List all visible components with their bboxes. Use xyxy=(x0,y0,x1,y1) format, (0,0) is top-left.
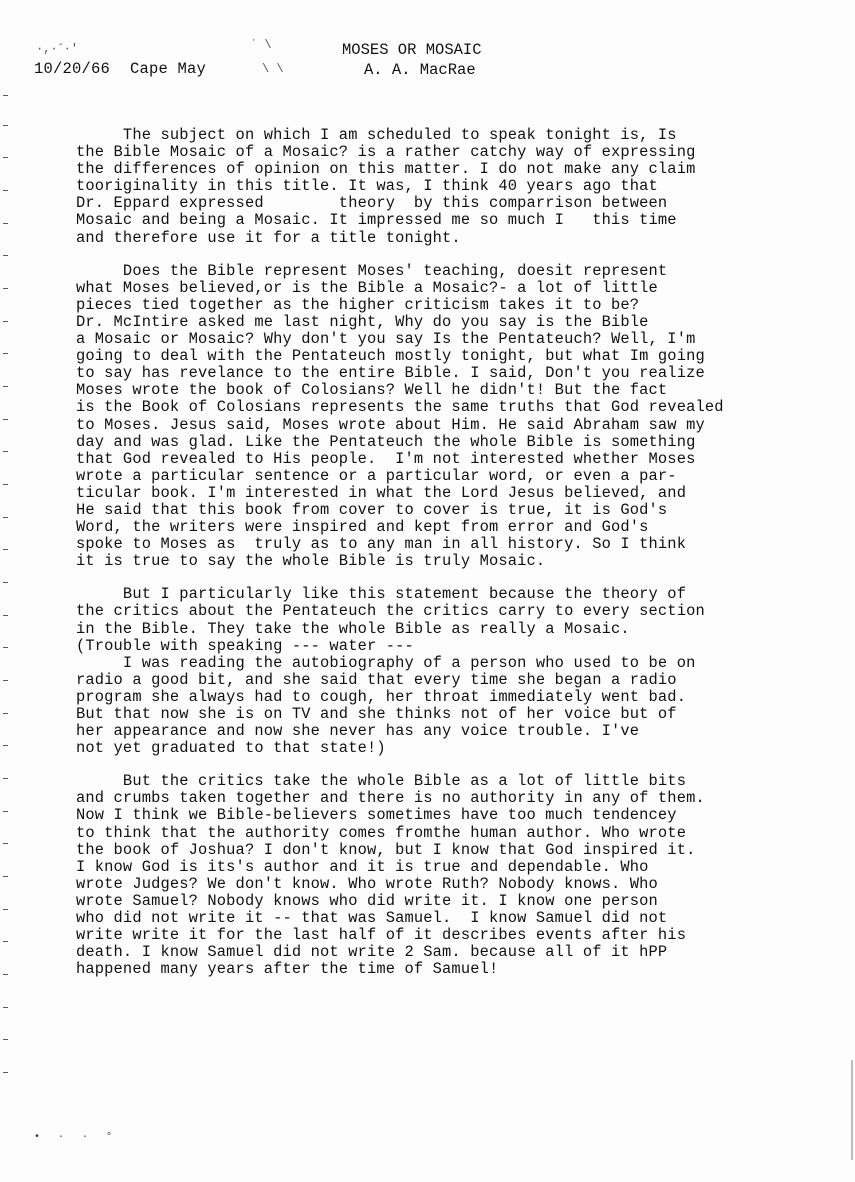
left-margin-marks xyxy=(3,95,11,1095)
text-line: I was reading the autobiography of a person who used to be on xyxy=(76,653,696,672)
text-line: Mosaic and being a Mosaic. It impressed me so much I this time xyxy=(76,211,677,230)
text-line: day and was glad. Like the Pentateuch the whole Bible is something xyxy=(76,432,696,451)
text-line: spoke to Moses as truly as to any man in all history. So I think xyxy=(76,535,687,554)
text-line: it is true to say the whole Bible is truly Mosaic. xyxy=(76,552,546,571)
text-line: Does the Bible represent Moses' teaching, doesit represent xyxy=(76,261,668,280)
text-line: to say has revelance to the entire Bible. I said, Don't you realize xyxy=(76,364,705,383)
text-line: Word, the writers were inspired and kept from error and God's xyxy=(76,518,649,537)
text-line: death. I know Samuel did not write 2 Sam. because all of it hPP xyxy=(76,943,668,962)
paragraph-1 xyxy=(76,127,806,247)
text-line: Dr. Eppard expressed theory by this comparrison between xyxy=(76,194,668,213)
text-line: who did not write it -- that was Samuel. I know Samuel did not xyxy=(76,909,668,928)
text-line: not yet graduated to that state!) xyxy=(76,739,386,758)
text-line: in the Bible. They take the whole Bible as really a Mosaic. xyxy=(76,619,630,638)
text-line: and crumbs taken together and there is no authority in any of them. xyxy=(76,789,705,808)
paragraph-4 xyxy=(76,773,806,978)
text-line: But the critics take the whole Bible as a lot of little bits xyxy=(76,772,687,791)
text-line: He said that this book from cover to cover is true, it is God's xyxy=(76,500,668,519)
text-line: the critics about the Pentateuch the critics carry to every section xyxy=(76,602,705,621)
text-line: her appearance and now she never has any voice trouble. I've xyxy=(76,722,640,741)
text-line: that God revealed to His people. I'm not interested whether Moses xyxy=(76,449,696,468)
paragraph-3 xyxy=(76,586,806,757)
text-line: and therefore use it for a title tonight. xyxy=(76,228,461,247)
date: 10/20/66 xyxy=(34,60,111,78)
text-line: But I particularly like this statement because the theory of xyxy=(76,585,687,604)
text-line: ticular book. I'm interested in what the Lord Jesus believed, and xyxy=(76,483,687,502)
location: Cape May xyxy=(130,60,207,78)
ink-marks-2: \ \ xyxy=(262,62,284,76)
paragraph-2 xyxy=(76,263,806,571)
text-line: to Moses. Jesus said, Moses wrote about Him. He said Abraham saw my xyxy=(76,415,705,434)
text-line: the Bible Mosaic of a Mosaic? is a rather catchy way of expressing xyxy=(76,143,696,162)
page-edge-shadow xyxy=(851,1060,853,1160)
text-line: pieces tied together as the higher criticism takes it to be? xyxy=(76,295,640,314)
body-text xyxy=(76,127,806,994)
text-line: the differences of opinion on this matter. I do not make any claim xyxy=(76,160,696,179)
text-line: going to deal with the Pentateuch mostly tonight, but what Im going xyxy=(76,347,705,366)
text-line: happened many years after the time of Samuel! xyxy=(76,960,499,979)
text-line: a Mosaic or Mosaic? Why don't you say Is the Pentateuch? Well, I'm xyxy=(76,330,696,349)
text-line: But that now she is on TV and she thinks not of her voice but of xyxy=(76,705,677,723)
text-line: tooriginality in this title. It was, I think 40 years ago that xyxy=(76,177,658,196)
bottom-ink-specks: • · · ° xyxy=(34,1132,119,1143)
text-line: Moses wrote the book of Colosians? Well he didn't! But the fact xyxy=(76,381,668,400)
header-title-block xyxy=(342,40,482,80)
text-line: to think that the authority comes fromthe human author. Who wrote xyxy=(76,823,687,842)
text-line: wrote Judges? We don't know. Who wrote Ruth? Nobody knows. Who xyxy=(76,874,658,893)
text-line: Dr. McIntire asked me last night, Why do you say is the Bible xyxy=(76,312,649,331)
ink-specks: ·,·-·' xyxy=(36,40,79,56)
text-line: program she always had to cough, her throat immediately went bad. xyxy=(76,687,687,706)
document-title: MOSES OR MOSAIC xyxy=(342,41,482,59)
text-line: what Moses believed,or is the Bible a Mosaic?- a lot of little xyxy=(76,278,658,297)
text-line: the book of Joshua? I don't know, but I know that God inspired it. xyxy=(76,840,696,859)
text-line: is the Book of Colosians represents the same truths that God revealed xyxy=(76,398,724,417)
text-line: radio a good bit, and she said that every time she began a radio xyxy=(76,670,677,689)
text-line: write write it for the last half of it describes events after his xyxy=(76,926,687,945)
text-line: Now I think we Bible-believers sometimes have too much tendencey xyxy=(76,806,677,825)
text-line: The subject on which I am scheduled to speak tonight is, Is xyxy=(76,126,677,144)
text-line: (Trouble with speaking --- water --- xyxy=(76,636,414,655)
text-line: I know God is its's author and it is true and dependable. Who xyxy=(76,857,649,876)
text-line: wrote a particular sentence or a particular word, or even a par- xyxy=(76,466,677,485)
text-line: wrote Samuel? Nobody knows who did write it. I know one person xyxy=(76,891,658,910)
header-date-location xyxy=(34,60,226,78)
author-name: A. A. MacRae xyxy=(364,61,476,79)
ink-marks: ˙ \ xyxy=(250,38,272,52)
